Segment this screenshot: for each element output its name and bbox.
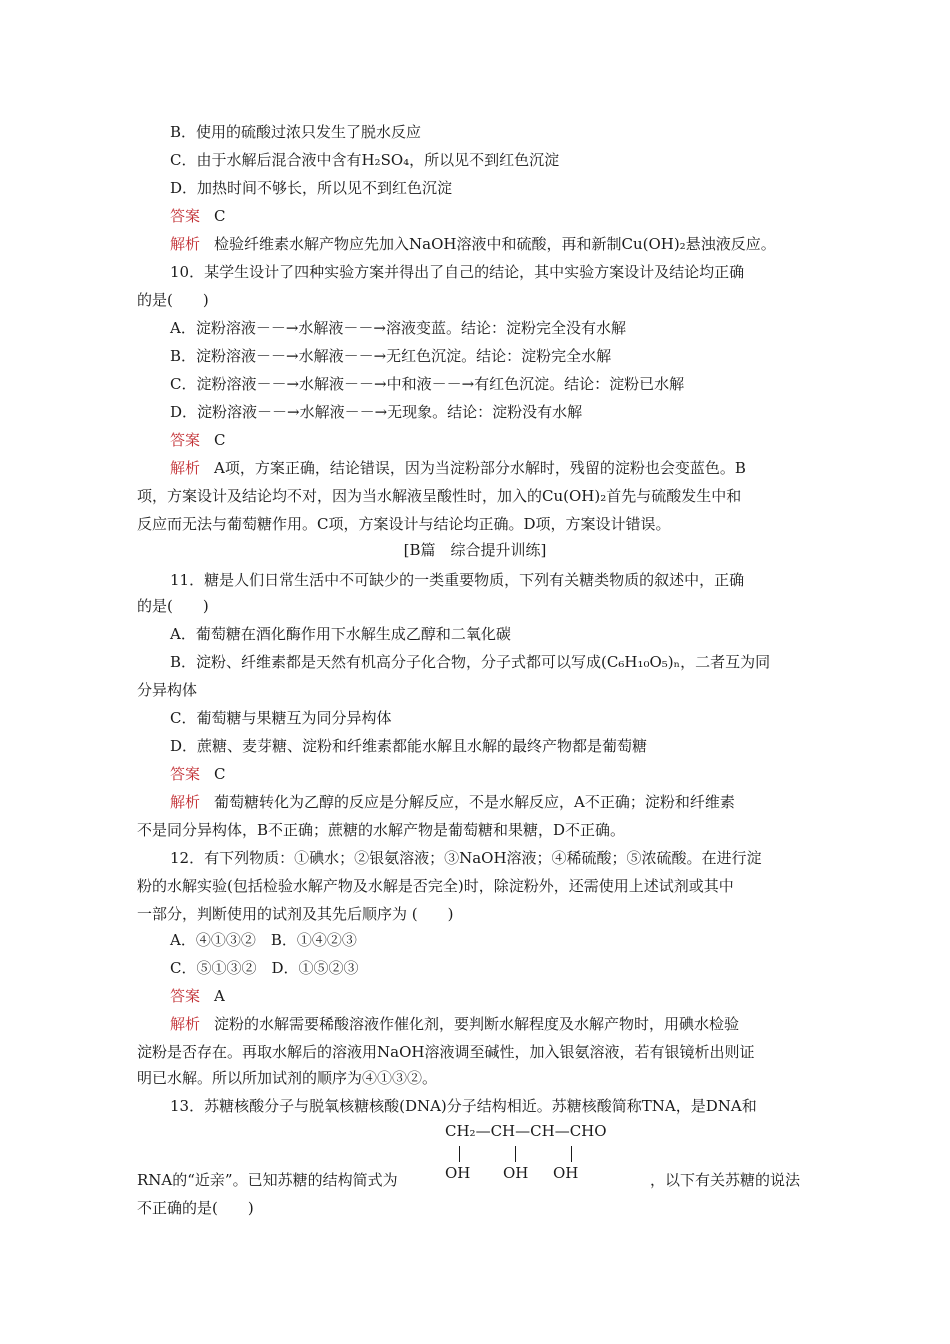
hydroxyl-group: OH: [503, 1164, 529, 1182]
option-c: C．葡萄糖与果糖互为同分异构体: [170, 709, 392, 727]
question-12-cont: 一部分，判断使用的试剂及其先后顺序为 ( ): [137, 905, 454, 923]
option-c: C．由于水解后混合液中含有H₂SO₄，所以见不到红色沉淀: [170, 151, 560, 169]
question-12-cont: 粉的水解实验(包括检验水解产物及水解是否完全)时，除淀粉外，还需使用上述试剂或其中: [137, 877, 734, 895]
question-13-cont: ，以下有关苏糖的说法: [650, 1171, 801, 1189]
section-heading: [B篇 综合提升训练]: [403, 541, 547, 559]
answer-value: C: [214, 765, 226, 783]
hydroxyl-group: OH: [553, 1164, 579, 1182]
options-cd: C．⑤①③② D．①⑤②③: [170, 959, 359, 977]
bond-line: [515, 1146, 516, 1162]
question-12: 12．有下列物质：①碘水；②银氨溶液；③NaOH溶液；④稀硫酸；⑤浓硫酸。在进行淀: [170, 849, 762, 867]
formula-chain: CH₂—CH—CH—CHO: [445, 1122, 607, 1140]
analysis-label: 解析: [170, 793, 201, 811]
threose-structural-formula: [445, 1120, 645, 1190]
answer-value: C: [214, 431, 226, 449]
analysis-text: 葡萄糖转化为乙醇的反应是分解反应，不是水解反应，A不正确；淀粉和纤维素: [214, 793, 735, 811]
analysis-text: 检验纤维素水解产物应先加入NaOH溶液中和硫酸，再和新制Cu(OH)₂悬浊液反应。: [214, 235, 776, 253]
answer-label: 答案: [170, 987, 201, 1005]
analysis-cont: 反应而无法与葡萄糖作用。C项，方案设计与结论均正确。D项，方案设计错误。: [137, 515, 671, 533]
hydroxyl-group: OH: [445, 1164, 471, 1182]
analysis-line: [170, 792, 735, 812]
question-10-cont: 的是( ): [137, 291, 209, 309]
option-b: B．淀粉溶液－－→水解液－－→无红色沉淀。结论：淀粉完全水解: [170, 347, 612, 365]
option-d: D．淀粉溶液－－→水解液－－→无现象。结论：淀粉没有水解: [170, 403, 583, 421]
answer-label: 答案: [170, 207, 201, 225]
analysis-label: 解析: [170, 1015, 201, 1033]
question-13-cont: RNA的“近亲”。已知苏糖的结构简式为: [137, 1171, 398, 1189]
option-b-cont: 分异构体: [137, 681, 198, 699]
bond-line: [571, 1146, 572, 1162]
option-a: A．淀粉溶液－－→水解液－－→溶液变蓝。结论：淀粉完全没有水解: [170, 319, 626, 337]
question-13-cont: 不正确的是( ): [137, 1199, 254, 1217]
options-ab: A．④①③② B．①④②③: [170, 931, 357, 949]
analysis-text: A项，方案正确，结论错误，因为当淀粉部分水解时，残留的淀粉也会变蓝色。B: [214, 459, 746, 477]
answer-line: [170, 764, 226, 784]
analysis-label: 解析: [170, 235, 201, 253]
question-10: 10．某学生设计了四种实验方案并得出了自己的结论，其中实验方案设计及结论均正确: [170, 263, 745, 281]
analysis-cont: 明已水解。所以所加试剂的顺序为④①③②。: [137, 1069, 438, 1087]
answer-value: A: [214, 987, 225, 1005]
question-11: 11．糖是人们日常生活中不可缺少的一类重要物质，下列有关糖类物质的叙述中，正确: [170, 571, 745, 589]
analysis-label: 解析: [170, 459, 201, 477]
analysis-line: [170, 458, 746, 478]
question-13: 13．苏糖核酸分子与脱氧核糖核酸(DNA)分子结构相近。苏糖核酸简称TNA，是DNA和: [170, 1097, 757, 1115]
bond-line: [459, 1146, 460, 1162]
answer-line: [170, 986, 225, 1006]
answer-line: [170, 430, 226, 450]
option-d: D．蔗糖、麦芽糖、淀粉和纤维素都能水解且水解的最终产物都是葡萄糖: [170, 737, 648, 755]
option-b: B．淀粉、纤维素都是天然有机高分子化合物，分子式都可以写成(C₆H₁₀O₅)ₙ，二者互为同: [170, 653, 771, 671]
analysis-cont: 不是同分异构体，B不正确；蔗糖的水解产物是葡萄糖和果糖，D不正确。: [137, 821, 626, 839]
analysis-text: 淀粉的水解需要稀酸溶液作催化剂，要判断水解程度及水解产物时，用碘水检验: [214, 1015, 740, 1033]
analysis-line: [170, 1014, 739, 1034]
analysis-line: [170, 234, 776, 254]
question-11-cont: 的是( ): [137, 597, 209, 615]
analysis-cont: 淀粉是否存在。再取水解后的溶液用NaOH溶液调至碱性，加入银氨溶液，若有银镜析出则证: [137, 1043, 755, 1061]
analysis-cont: 项，方案设计及结论均不对，因为当水解液呈酸性时，加入的Cu(OH)₂首先与硫酸发生中和: [137, 487, 742, 505]
answer-label: 答案: [170, 431, 201, 449]
answer-line: [170, 206, 226, 226]
option-d: D．加热时间不够长，所以见不到红色沉淀: [170, 179, 453, 197]
option-c: C．淀粉溶液－－→水解液－－→中和液－－→有红色沉淀。结论：淀粉已水解: [170, 375, 685, 393]
answer-label: 答案: [170, 765, 201, 783]
option-a: A．葡萄糖在酒化酶作用下水解生成乙醇和二氧化碳: [170, 625, 511, 643]
answer-value: C: [214, 207, 226, 225]
option-b: B．使用的硫酸过浓只发生了脱水反应: [170, 123, 422, 141]
